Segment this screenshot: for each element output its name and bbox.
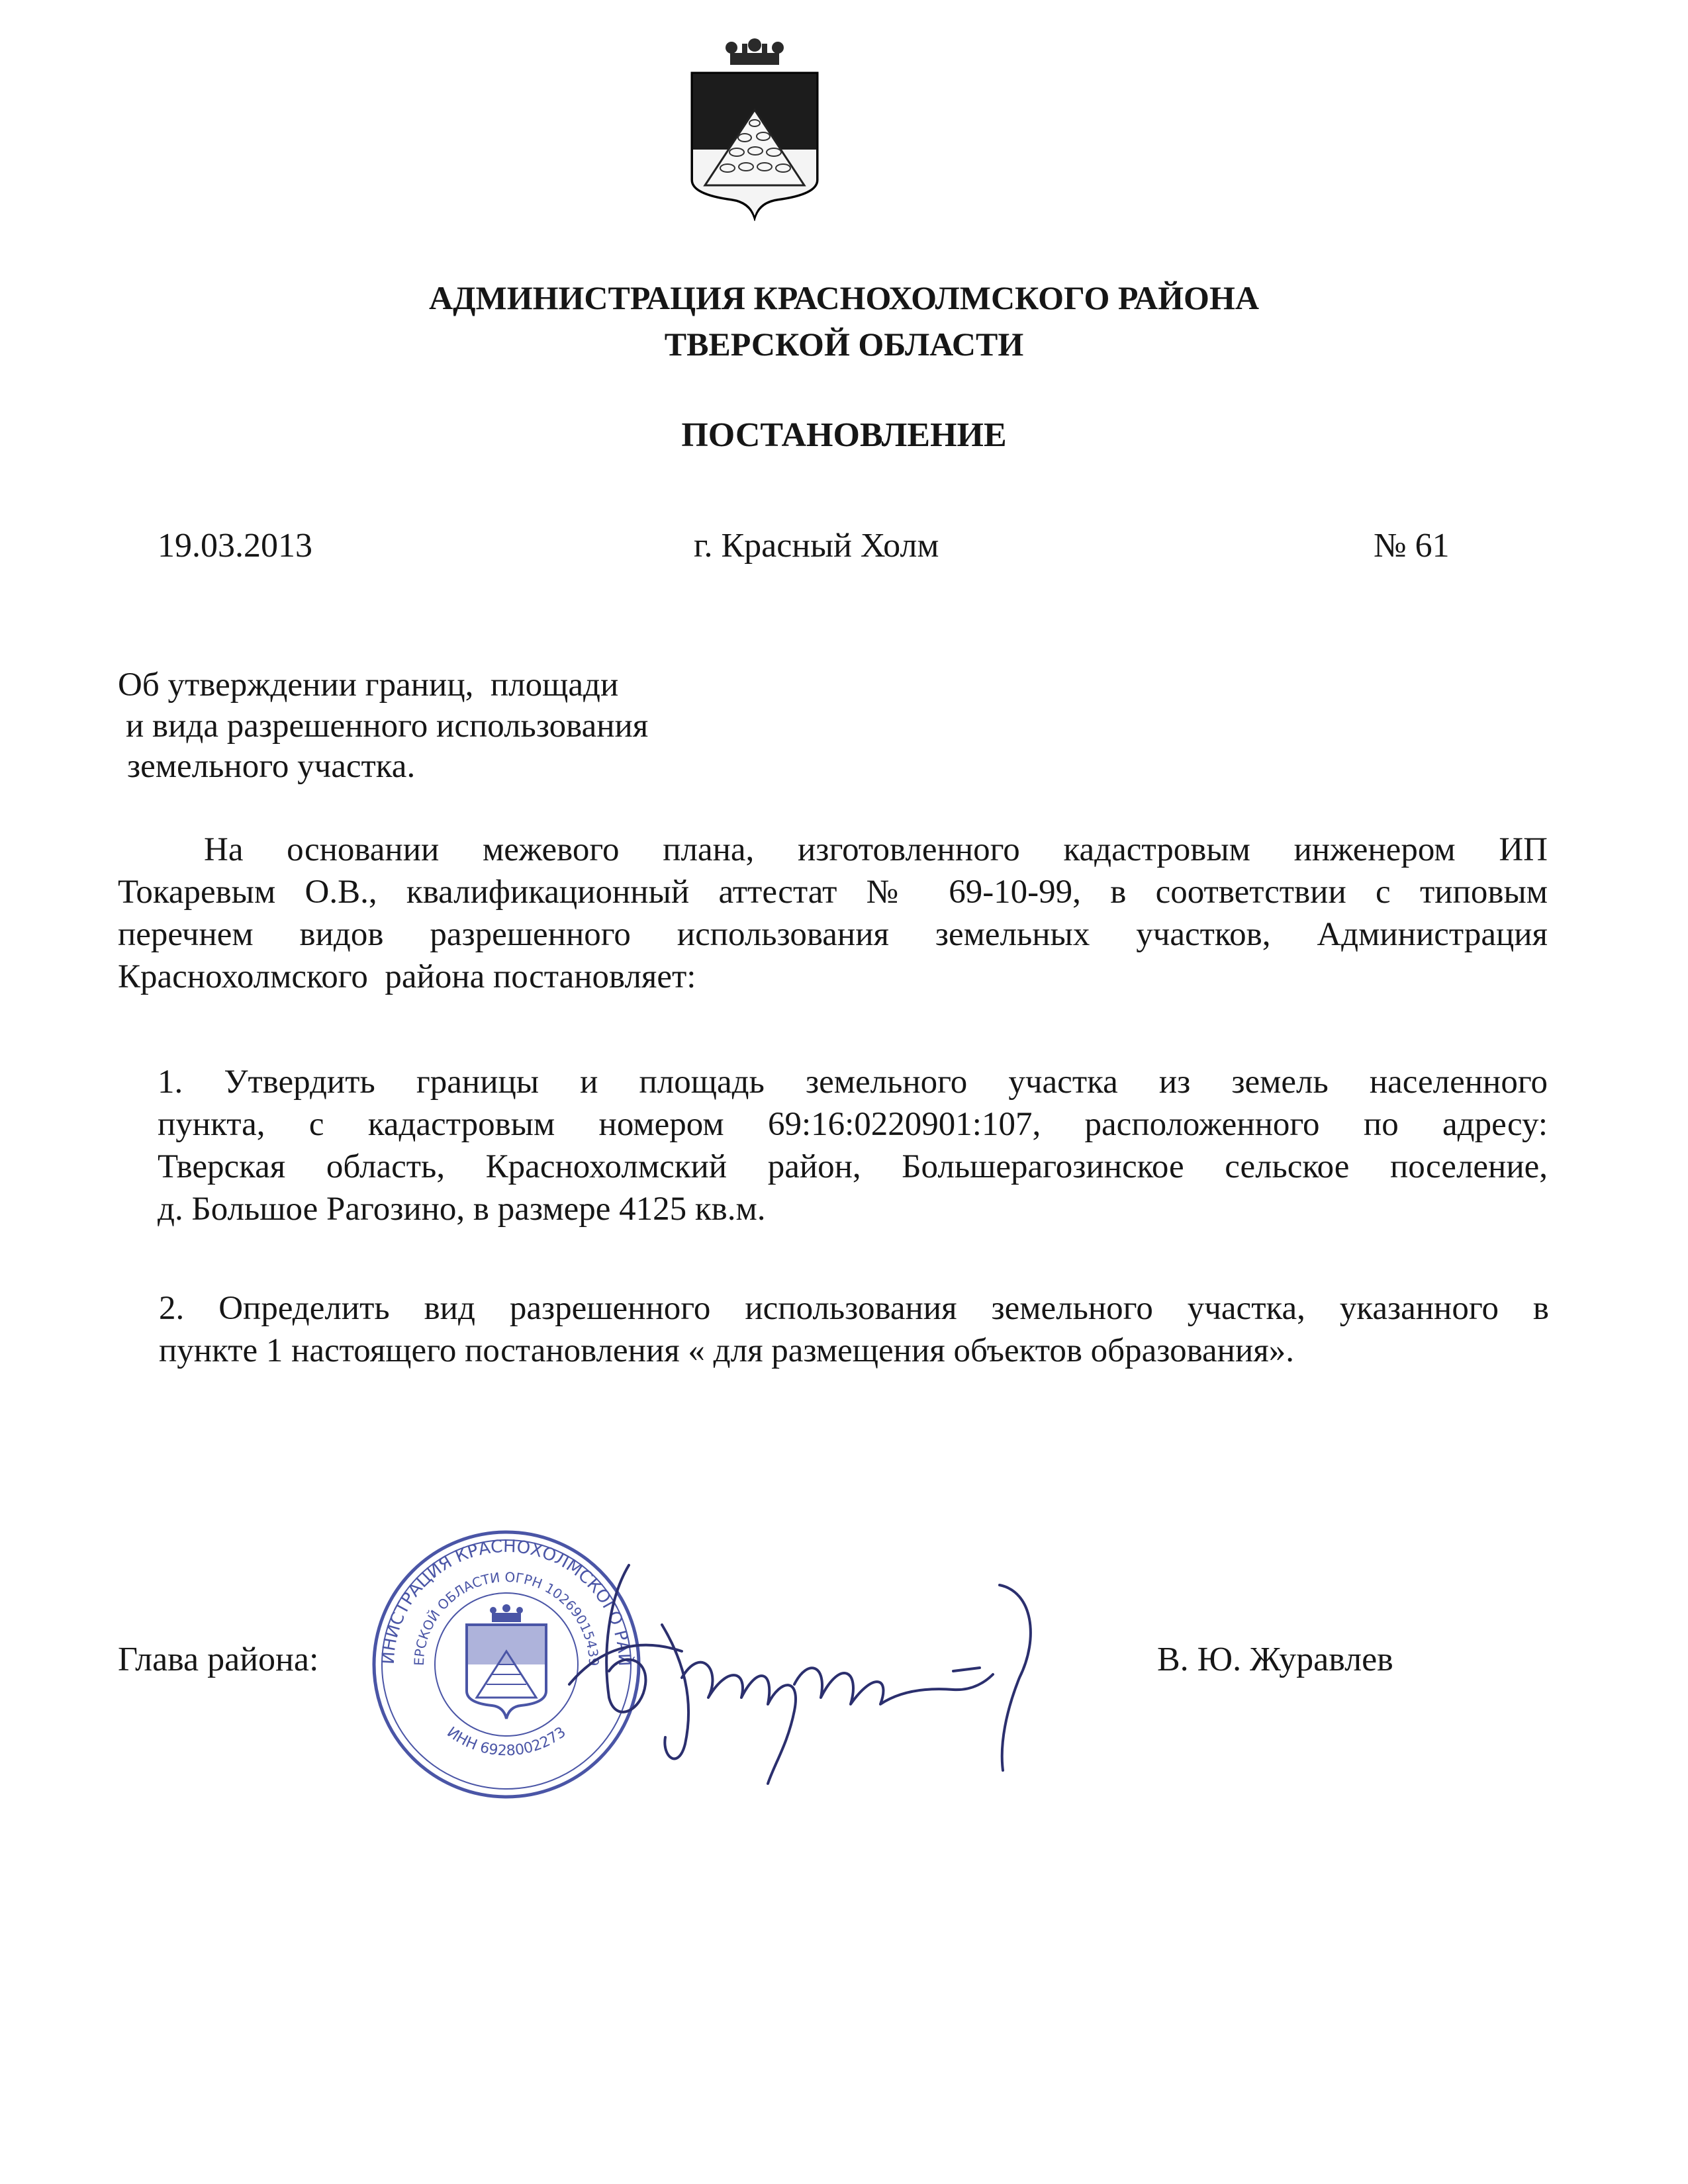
subject-line-1: Об утверждении границ, площади xyxy=(118,666,619,704)
document-number: № 61 xyxy=(1374,527,1450,565)
preamble-paragraph xyxy=(118,829,1548,998)
item-line: пункте 1 настоящего постановления « для размещения объектов образования». xyxy=(159,1332,1294,1369)
subject-line-2: и вида разрешенного использования xyxy=(126,707,649,745)
coat-of-arms-icon xyxy=(679,38,831,221)
subject-line-3: земельного участка. xyxy=(127,748,416,785)
organization-name-line-2: ТВЕРСКОЙ ОБЛАСТИ xyxy=(664,326,1024,363)
preamble-line: Токаревым О.В., квалификационный аттестат № 69-10-99, в соответствии с типовым xyxy=(118,874,1548,911)
document-place: г. Красный Холм xyxy=(694,527,939,565)
document-type: ПОСТАНОВЛЕНИЕ xyxy=(681,416,1007,454)
resolution-item-1 xyxy=(158,1061,1548,1230)
item-line: 1. Утвердить границы и площадь земельного участка из земель населенного xyxy=(158,1064,1548,1101)
item-line: 2. Определить вид разрешенного использования земельного участка, указанного в xyxy=(159,1290,1549,1327)
stamp-inner-text: ЕРСКОЙ ОБЛАСТИ ОГРН 10269015439 xyxy=(410,1569,602,1666)
document-date: 19.03.2013 xyxy=(158,527,312,565)
item-line: Тверская область, Краснохолмский район, Большерагозинское сельское поселение, xyxy=(158,1148,1548,1185)
item-line: пункта, с кадастровым номером 69:16:0220901:107, расположенного по адресу: xyxy=(158,1106,1548,1143)
handwritten-signature xyxy=(530,1545,1086,1810)
organization-name-line-1: АДМИНИСТРАЦИЯ КРАСНОХОЛМСКОГО РАЙОНА xyxy=(429,279,1259,316)
preamble-line: Краснохолмского района постановляет: xyxy=(118,958,696,995)
signatory-name: В. Ю. Журавлев xyxy=(1157,1641,1393,1678)
preamble-line: На основании межевого плана, изготовленного кадастровым инженером ИП xyxy=(204,831,1548,868)
item-line: д. Большое Рагозино, в размере 4125 кв.м. xyxy=(158,1191,766,1228)
signatory-title: Глава района: xyxy=(118,1641,319,1678)
stamp-bottom-text: ИНН 6928002273 xyxy=(444,1723,569,1760)
resolution-item-2 xyxy=(159,1287,1549,1372)
stamp-ring-text: ИНИСТРАЦИЯ КРАСНОХОЛМСКОГО РАЙ xyxy=(378,1536,635,1667)
preamble-line: перечнем видов разрешенного использования земельных участков, Администрация xyxy=(118,916,1548,953)
